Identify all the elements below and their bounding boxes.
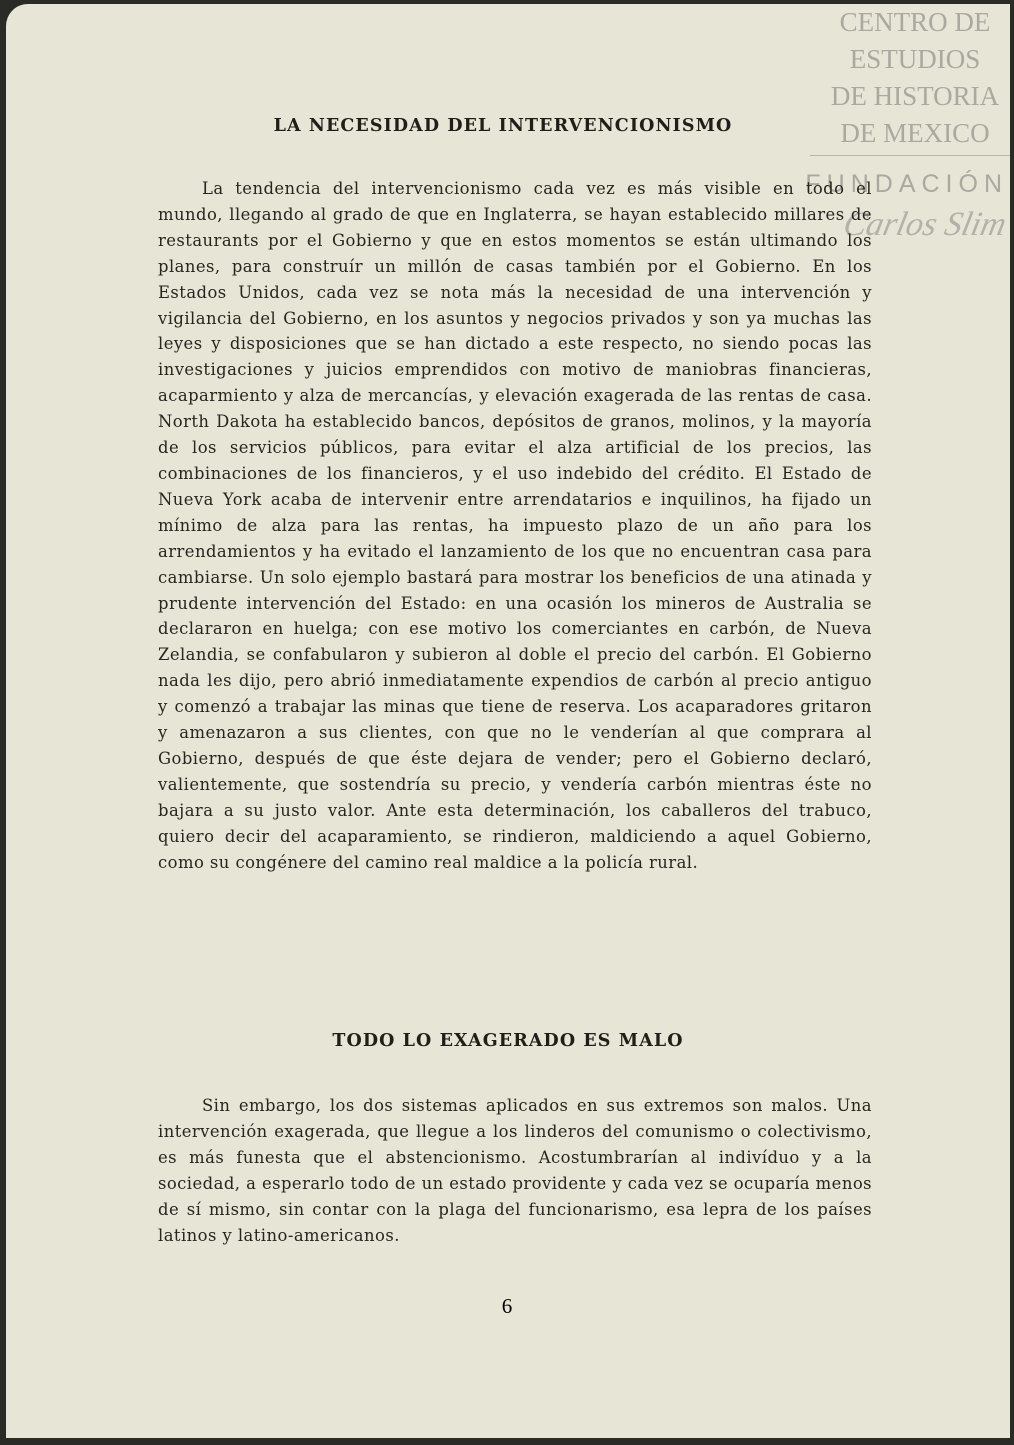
page-number: 6 <box>501 1294 513 1318</box>
body-paragraph-exagerado: Sin embargo, los dos sistemas aplicados en sus extremos son malos. Una intervención exagerada, que llegue a los linderos del comunismo o colectivismo, es más funesta que el abstencionismo. Acostumbrarían al indivíduo y a la sociedad, a esperarlo todo de un estado providente y cada vez se ocuparía menos de sí mismo, sin contar con la plaga del funcionarismo, esa lepra de los países latinos y latino-americanos. <box>158 1096 872 1245</box>
watermark-line: ESTUDIOS <box>849 44 981 74</box>
watermark-fundacion: FUNDACIÓN <box>805 170 1008 198</box>
section-heading-exagerado: TODO LO EXAGERADO ES MALO <box>332 1031 684 1051</box>
watermark-signature: Carlos Slim <box>840 206 1010 243</box>
watermark-divider <box>810 155 1010 156</box>
watermark-line: CENTRO DE <box>839 7 991 37</box>
body-paragraph-intervencionismo: La tendencia del intervencionismo cada vez es más visible en todo el mundo, llegando al grado de que en Inglaterra, se hayan establecido millares de restaurants por el Gobierno y que en estos momentos se están ultimando los planes, para construír un millón de casas también por el Gobierno. En los Estados Unidos, cada vez se nota más la necesidad de una intervención y vigilancia del Gobierno, en los asuntos y negocios privados y son ya muchas las leyes y disposiciones que se han dictado a este respecto, no siendo pocas las investigaciones y juicios emprendidos con motivo de maniobras financieras, acaparmiento y alza de mercancías, y elevación exagerada de las rentas de casa. North Dakota ha establecido bancos, depósitos de granos, molinos, y la mayoría de los servicios públicos, para evitar el alza artificial de los precios, las combinaciones de los financieros, y el uso indebido del crédito. El Estado de Nueva York acaba de intervenir entre arrendatarios e inquilinos, ha fijado un mínimo de alza para las rentas, ha impuesto plazo de un año para los arrendamientos y ha evitado el lanzamiento de los que no encuentran casa para cambiarse. Un solo ejemplo bastará para mostrar los beneficios de una atinada y prudente intervención del Estado: en una ocasión los mineros de Australia se declararon en huelga; con ese motivo los comerciantes en carbón, de Nueva Zelandia, se confabularon y subieron al doble el precio del carbón. El Gobierno nada les dijo, pero abrió inmediatamente expendios de carbón al precio antiguo y comenzó a trabajar las minas que tiene de reserva. Los acaparadores gritaron y amenazaron a sus clientes, con que no le venderían al que comprara al Gobierno, después de que éste dejara de vender; pero el Gobierno declaró, valientemente, que sostendría su precio, y vendería carbón mientras éste no bajara a su justo valor. Ante esta determinación, los caballeros del trabuco, quiero decir del acaparamiento, se rindieron, maldiciendo a aquel Gobierno, como su congénere del camino real maldice a la policía rural. <box>158 179 872 872</box>
watermark-line: DE HISTORIA <box>830 81 1000 111</box>
section-heading-intervencionismo: LA NECESIDAD DEL INTERVENCIONISMO <box>273 116 733 136</box>
watermark-line: DE MEXICO <box>840 118 990 148</box>
document-page <box>6 4 1010 1438</box>
